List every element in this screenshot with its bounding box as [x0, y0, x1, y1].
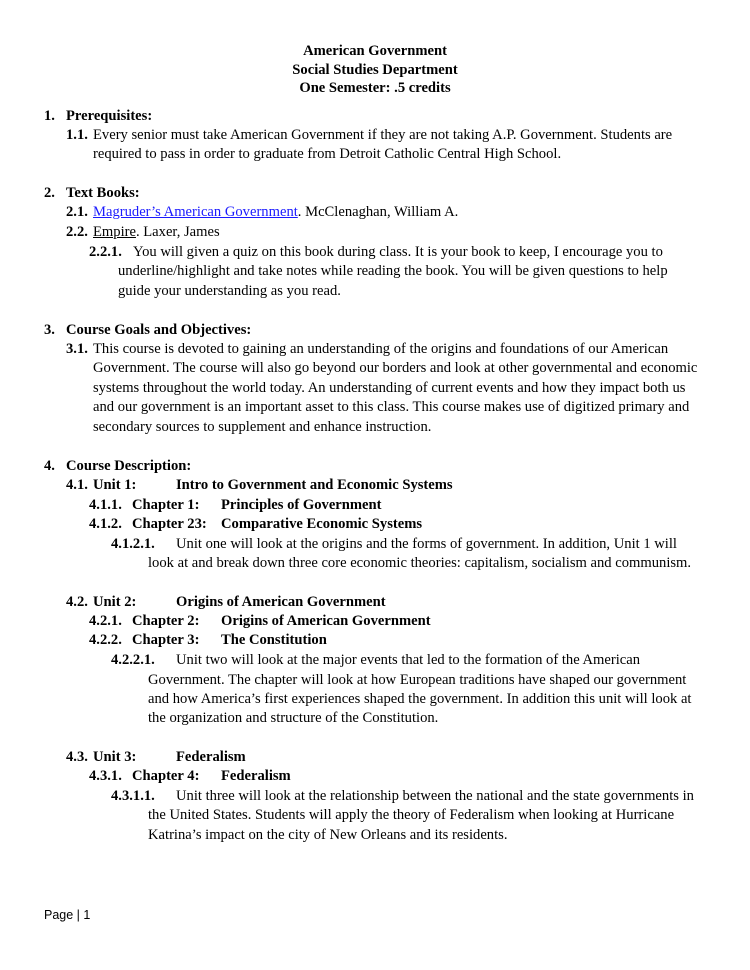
textbook-author: . Laxer, James	[135, 224, 220, 240]
textbook-author: . McClenaghan, William A.	[297, 204, 459, 220]
body-text: You will given a quiz on this book during class. It is your book to keep, I encourage you to	[133, 244, 663, 260]
unit-title: Intro to Government and Economic Systems	[176, 477, 453, 493]
chapter-number: 4.1.2.	[89, 516, 122, 532]
item-number: 2.1.	[66, 204, 88, 220]
unit-title: Federalism	[176, 749, 246, 765]
item-number: 1.1.	[66, 127, 88, 143]
unit-label: Unit 2:	[93, 594, 137, 610]
item-number: 4.2.2.1.	[111, 652, 155, 668]
body-text: This course is devoted to gaining an understanding of the origins and foundations of our American	[93, 341, 669, 357]
item-number: 2.2.	[66, 224, 88, 240]
page-number: Page | 1	[44, 908, 91, 922]
unit-number: 4.2.	[66, 594, 88, 610]
chapter-number: 4.1.1.	[89, 497, 122, 513]
body-text: Unit three will look at the relationship between the national and the state governments in	[176, 788, 694, 804]
section-number: 2.	[44, 185, 55, 201]
doc-department: Social Studies Department	[292, 62, 458, 78]
item-number: 2.2.1.	[89, 244, 122, 260]
section-number: 1.	[44, 108, 55, 124]
body-text: the organization and structure of the Constitution.	[148, 710, 439, 726]
chapter-label: Chapter 23:	[132, 516, 207, 532]
unit-label: Unit 3:	[93, 749, 137, 765]
item-number: 4.3.1.1.	[111, 788, 155, 804]
chapter-title: Comparative Economic Systems	[221, 516, 423, 532]
chapter-label: Chapter 1:	[132, 497, 200, 513]
doc-term: One Semester: .5 credits	[299, 80, 451, 96]
body-text: required to pass in order to graduate from Detroit Catholic Central High School.	[93, 146, 562, 162]
section-heading-prerequisites: Prerequisites:	[66, 108, 153, 124]
chapter-label: Chapter 2:	[132, 613, 200, 629]
chapter-label: Chapter 3:	[132, 632, 200, 648]
body-text: systems throughout the world today. An understanding of current events and how they impact both us	[93, 380, 686, 396]
section-number: 4.	[44, 458, 55, 474]
chapter-number: 4.3.1.	[89, 768, 122, 784]
unit-number: 4.1.	[66, 477, 88, 493]
section-heading-goals: Course Goals and Objectives:	[66, 322, 252, 338]
chapter-label: Chapter 4:	[132, 768, 200, 784]
body-text: Government. The course will also go beyond our borders and look at other governmental and economic	[93, 360, 698, 376]
body-text: guide your understanding as you read.	[118, 283, 341, 299]
unit-label: Unit 1:	[93, 477, 137, 493]
item-number: 3.1.	[66, 341, 88, 357]
textbook-link[interactable]: Magruder’s American Government	[93, 204, 298, 220]
item-number: 4.1.2.1.	[111, 536, 155, 552]
section-number: 3.	[44, 322, 55, 338]
body-text: underline/highlight and take notes while reading the book. You will be given questions to help	[118, 263, 668, 279]
body-text: Unit two will look at the major events that led to the formation of the American	[176, 652, 641, 668]
section-heading-description: Course Description:	[66, 458, 192, 474]
textbook-entry	[93, 202, 458, 222]
body-text: Government. The chapter will look at how European traditions have shaped our government	[148, 672, 687, 688]
unit-number: 4.3.	[66, 749, 88, 765]
body-text: the United States. Students will apply the theory of Federalism when looking at Hurricane	[148, 807, 675, 823]
doc-title: American Government	[303, 43, 447, 59]
chapter-number: 4.2.2.	[89, 632, 122, 648]
body-text: and our government is an important asset to this class. This course makes use of digitized primary and	[93, 399, 690, 415]
textbook-entry	[93, 222, 220, 242]
chapter-title: Federalism	[221, 768, 291, 784]
chapter-number: 4.2.1.	[89, 613, 122, 629]
body-text: secondary sources to supplement and enhance instruction.	[93, 419, 432, 435]
unit-title: Origins of American Government	[176, 594, 386, 610]
body-text: Unit one will look at the origins and the forms of government. In addition, Unit 1 will	[176, 536, 677, 552]
chapter-title: Origins of American Government	[221, 613, 431, 629]
body-text: and how America’s first experiences shaped the government. In addition this unit will look at	[148, 691, 692, 707]
body-text: Katrina’s impact on the city of New Orleans and its residents.	[148, 827, 508, 843]
textbook-title: Empire	[93, 224, 136, 240]
chapter-title: Principles of Government	[221, 497, 382, 513]
body-text: Every senior must take American Government if they are not taking A.P. Government. Students are	[93, 127, 673, 143]
chapter-title: The Constitution	[221, 632, 327, 648]
body-text: look at and break down three core economic theories: capitalism, socialism and communism.	[148, 555, 692, 571]
section-heading-textbooks: Text Books:	[66, 185, 140, 201]
